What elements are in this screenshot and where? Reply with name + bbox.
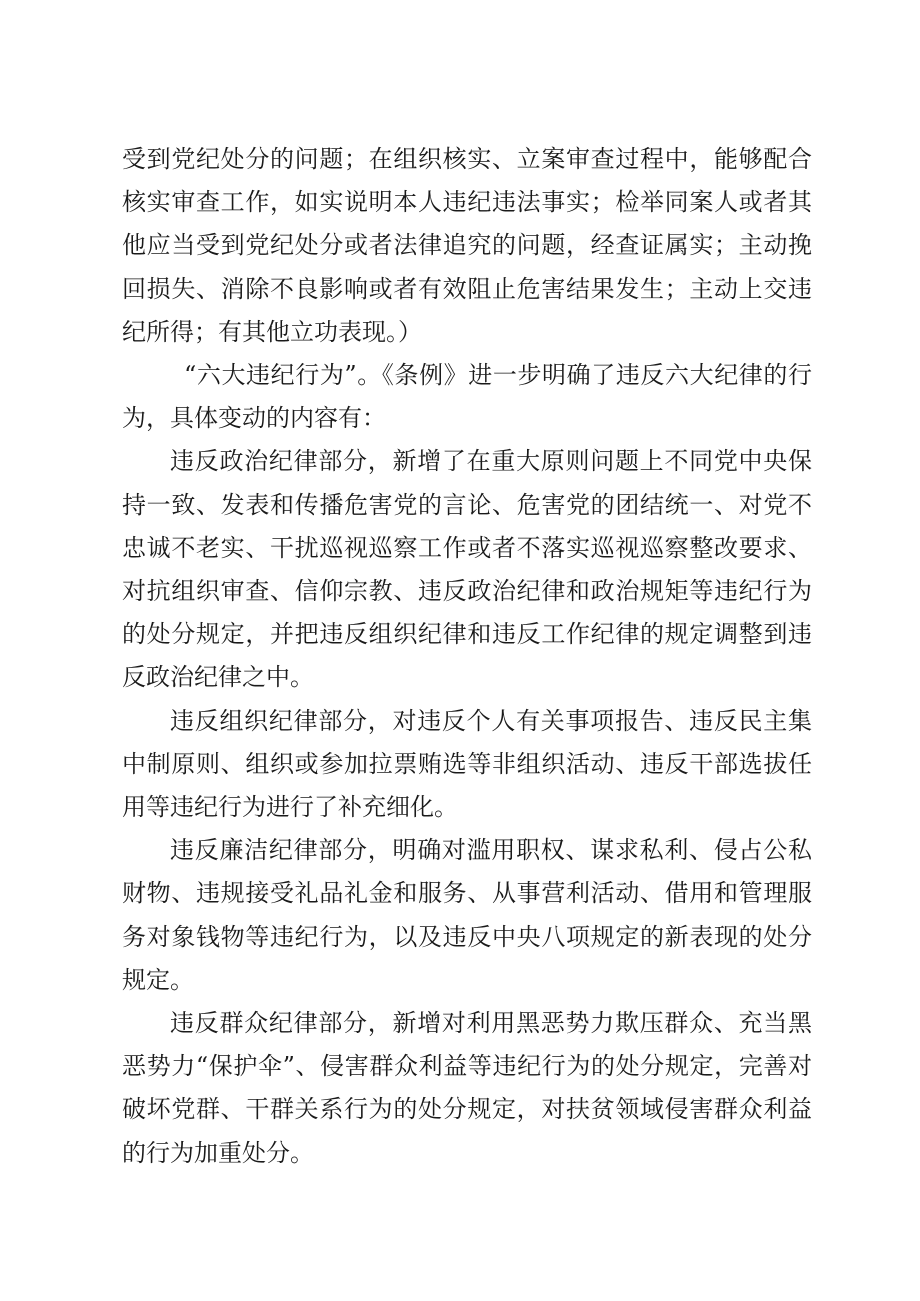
document-body [122,138,812,1175]
paragraph-six-violations-intro: “六大违纪行为”。《条例》进一步明确了违反六大纪律的行为，具体变动的内容有： [122,361,812,433]
paragraph-integrity-discipline: 违反廉洁纪律部分，明确对滥用职权、谋求私利、侵占公私财物、违规接受礼品礼金和服务、从事营利活动、借用和管理服务对象钱物等违纪行为，以及违反中央八项规定的新表现的处分规定。 [122,836,812,994]
paragraph-mass-discipline: 违反群众纪律部分，新增对利用黑恶势力欺压群众、充当黑恶势力“保护伞”、侵害群众利益等违纪行为的处分规定，完善对破坏党群、干群关系行为的处分规定，对扶贫领域侵害群众利益的行为加重处分。 [122,1009,812,1167]
paragraph-organizational-discipline: 违反组织纪律部分，对违反个人有关事项报告、违反民主集中制原则、组织或参加拉票贿选等非组织活动、违反干部选拔任用等违纪行为进行了补充细化。 [122,706,812,822]
paragraph-political-discipline: 违反政治纪律部分，新增了在重大原则问题上不同党中央保持一致、发表和传播危害党的言论、危害党的团结统一、对党不忠诚不老实、干扰巡视巡察工作或者不落实巡视巡察整改要求、对抗组织审查、信仰宗教、违反政治纪律和政治规矩等违纪行为的处分规定，并把违反组织纪律和违反工作纪律的规定调整到违反政治纪律之中。 [122,447,812,692]
paragraph-continuation: 受到党纪处分的问题；在组织核实、立案审查过程中，能够配合核实审查工作，如实说明本人违纪违法事实；检举同案人或者其他应当受到党纪处分或者法律追究的问题，经查证属实；主动挽回损失、消除不良影响或者有效阻止危害结果发生；主动上交违纪所得；有其他立功表现。） [122,145,812,346]
